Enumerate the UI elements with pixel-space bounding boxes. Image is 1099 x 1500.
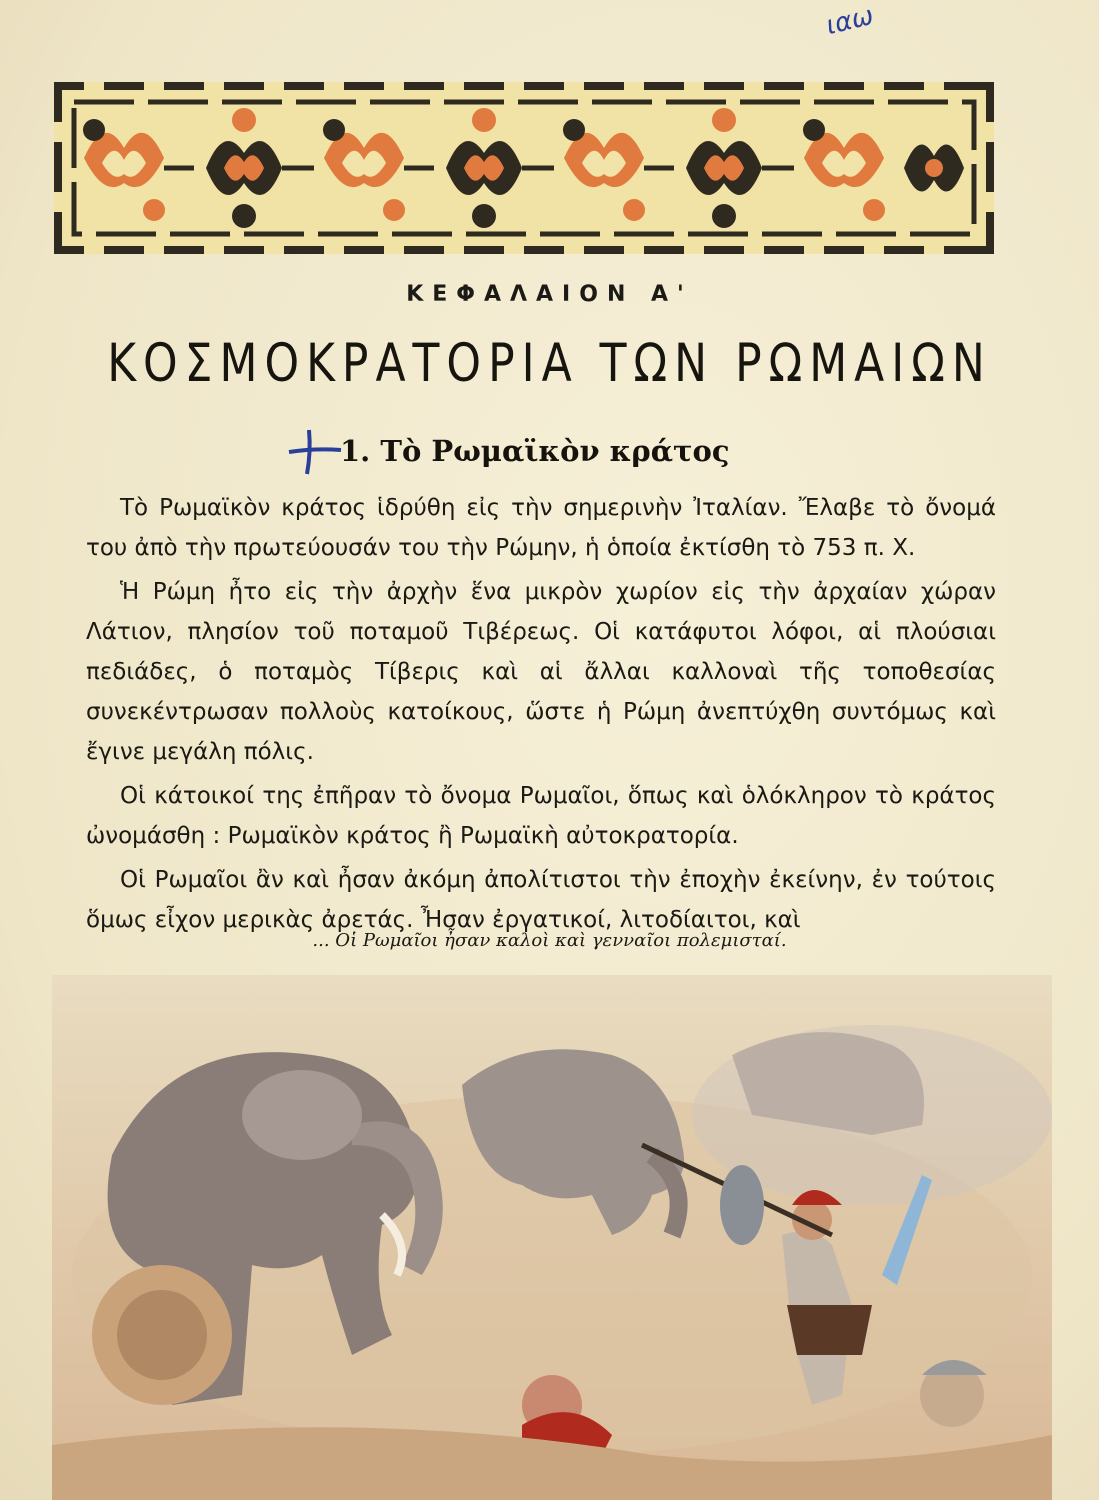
handwritten-mark: ιαω [823,0,877,42]
paragraph: Οἱ κάτοικοί της ἐπῆραν τὸ ὄνομα Ρωμαῖοι, ὅπως καὶ ὁλόκληρον τὸ κράτος ὠνομάσθη : Ρωμαϊκὸν κράτος ἢ Ρωμαϊκὴ αὐτοκρατορία. [86,783,996,849]
battle-illustration [52,975,1052,1500]
paragraph: Οἱ Ρωμαῖοι ἂν καὶ ἦσαν ἀκόμη ἀπολίτιστοι τὴν ἐποχὴν ἐκείνην, ἐν τούτοις ὅμως εἶχον μερικὰς ἀρετάς. Ἦσαν ἐργατικοί, λιτοδίαιτοι, καὶ [86,867,996,933]
ornamental-border [54,82,994,254]
paragraph: Τὸ Ρωμαϊκὸν κράτος ἱδρύθη εἰς τὴν σημερινὴν Ἰταλίαν. Ἔλαβε τὸ ὄνομά του ἀπὸ τὴν πρωτεύουσάν του τὴν Ρώμην, ἡ ὁποία ἐκτίσθη τὸ 753 π. Χ. [86,495,996,561]
chapter-title: ΚΟΣΜΟΚΡΑΤΟΡΙΑ ΤΩΝ ΡΩΜΑΙΩΝ [107,332,992,395]
chapter-label: ΚΕΦΑΛΑΙΟΝ Α' [406,282,693,307]
paragraph: Ἡ Ρώμη ἦτο εἰς τὴν ἀρχὴν ἕνα μικρὸν χωρίον εἰς τὴν ἀρχαίαν χώραν Λάτιον, πλησίον τοῦ ποταμοῦ Τιβέρεως. Οἱ κατάφυτοι λόφοι, αἱ πλούσιαι πεδιάδες, ὁ ποταμὸς Τίβερις καὶ αἱ ἄλλαι καλλοναὶ τῆς τοποθεσίας συνεκέντρωσαν πολλοὺς κατοίκους, ὥστε ἡ Ρώμη ἀνεπτύχθη συντόμως καὶ ἔγινε μεγάλη πόλις. [86,579,996,765]
illustration-caption: ... Οἱ Ρωμαῖοι ἦσαν καλοὶ καὶ γενναῖοι πολεμισταί. [312,930,787,951]
section-heading: 1. Τὸ Ρωμαϊκὸν κράτος [340,434,730,468]
handwritten-plus-check-icon [285,418,343,476]
body-text [86,488,996,940]
